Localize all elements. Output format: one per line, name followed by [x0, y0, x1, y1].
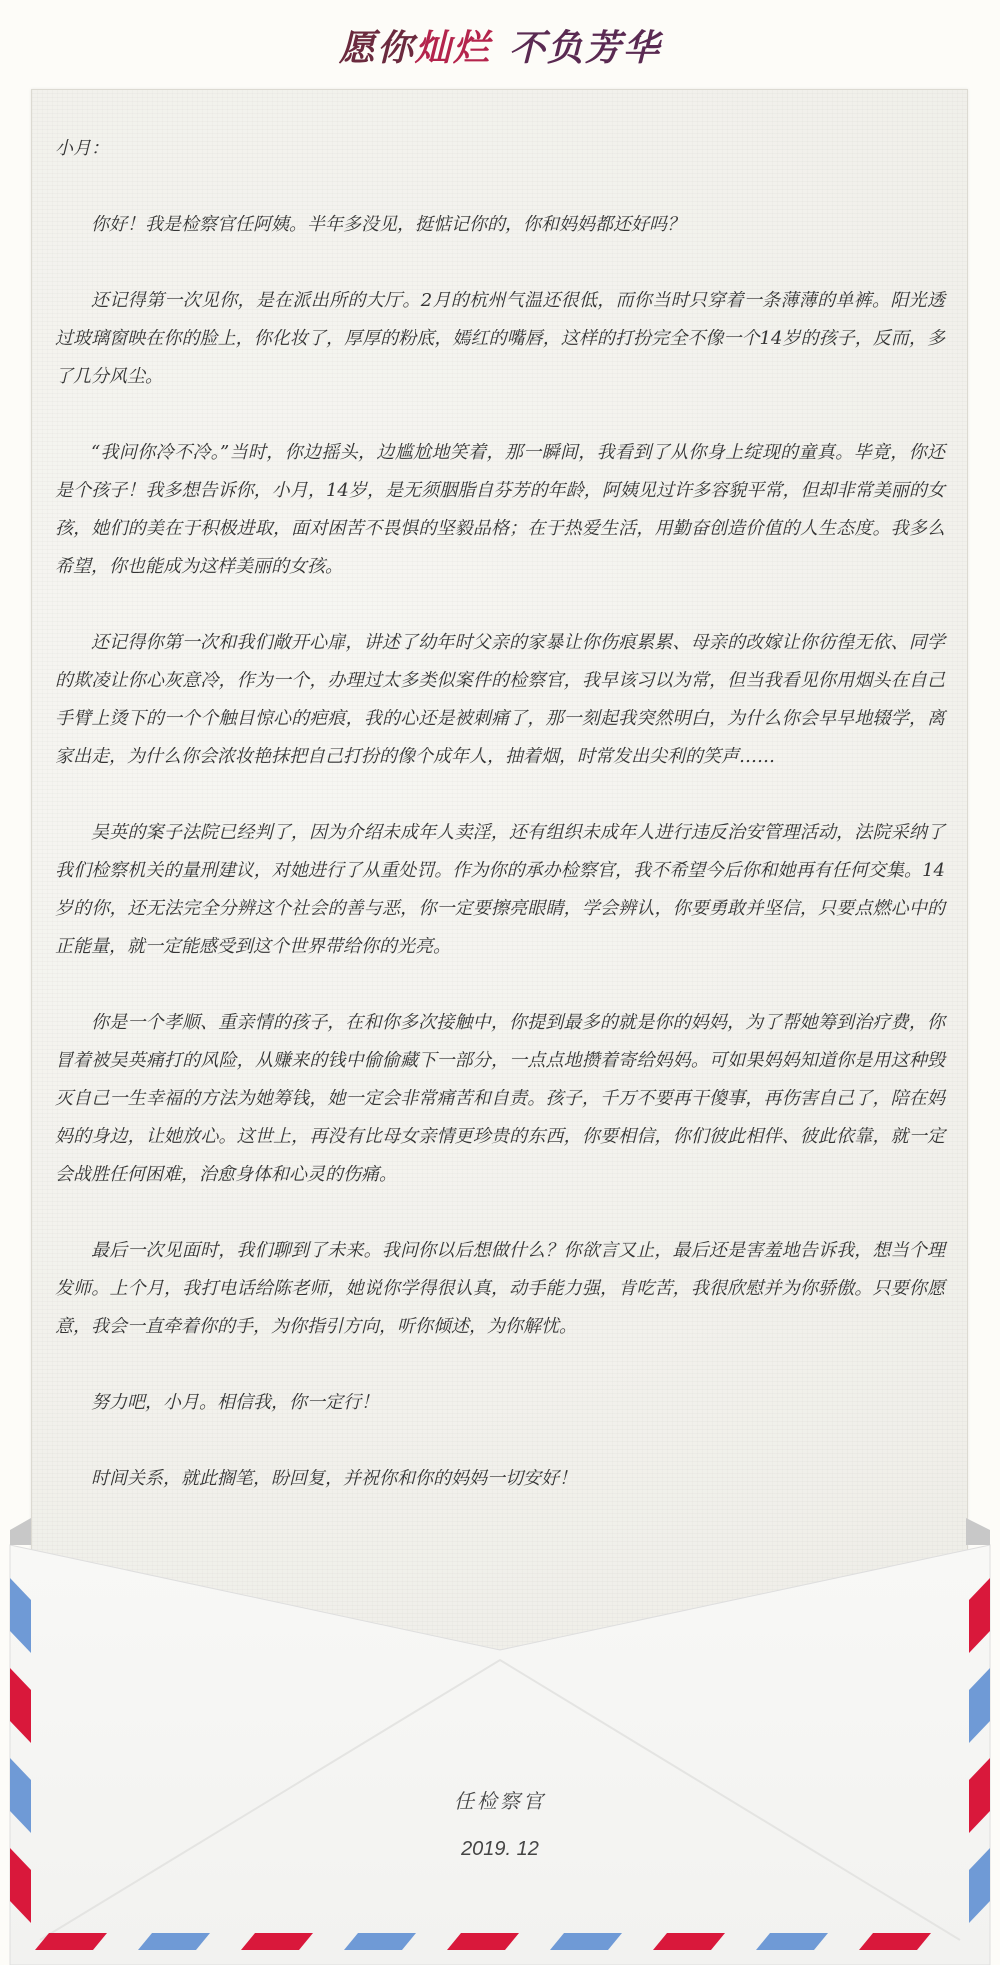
letter-paragraph: “我问你冷不冷。”当时，你边摇头，边尴尬地笑着，那一瞬间，我看到了从你身上绽现的童真。毕竟，你还是个孩子！我多想告诉你，小月，14岁，是无须胭脂自芬芳的年龄，阿姨见过许多容貌平常，但却非常美丽的女孩，她们的美在于积极进取，面对困苦不畏惧的坚毅品格；在于热爱生活，用勤奋创造价值的人生态度。我多么希望，你也能成为这样美丽的女孩。	[55, 442, 945, 577]
letter-paragraph: 还记得第一次见你，是在派出所的大厅。2月的杭州气温还很低，而你当时只穿着一条薄薄的单裤。阳光透过玻璃窗映在你的脸上，你化妆了，厚厚的粉底，嫣红的嘴唇，这样的打扮完全不像一个14岁的孩子，反而，多了几分风尘。	[55, 290, 945, 387]
letter-paragraph: 时间关系，就此搁笔，盼回复，并祝你和你的妈妈一切安好！	[91, 1468, 577, 1489]
title-part-2: 灿烂	[414, 27, 491, 69]
letter-paragraph: 最后一次见面时，我们聊到了未来。我问你以后想做什么？你欲言又止，最后还是害羞地告诉我，想当个理发师。上个月，我打电话给陈老师，她说你学得很认真，动手能力强，肯吃苦，我很欣慰并为你骄傲。只要你愿意，我会一直牵着你的手，为你指引方向，听你倾述，为你解忧。	[55, 1240, 945, 1337]
signature-name: 任检察官	[454, 1789, 546, 1813]
letter-paragraph: 吴英的案子法院已经判了，因为介绍未成年人卖淫，还有组织未成年人进行违反治安管理活动，法院采纳了我们检察机关的量刑建议，对她进行了从重处罚。作为你的承办检察官，我不希望今后你和她再有任何交集。14岁的你，还无法完全分辨这个社会的善与恶，你一定要擦亮眼睛，学会辨认，你要勇敢并坚信，只要点燃心中的正能量，就一定能感受到这个世界带给你的光亮。	[55, 822, 945, 957]
title-part-3: 不负芳华	[509, 27, 662, 69]
signature-date: 2019. 12	[461, 1838, 539, 1860]
letter-paragraph: 你是一个孝顺、重亲情的孩子，在和你多次接触中，你提到最多的就是你的妈妈，为了帮她筹到治疗费，你冒着被吴英痛打的风险，从赚来的钱中偷偷藏下一部分，一点点地攒着寄给妈妈。可如果妈妈知道你是用这种毁灭自己一生幸福的方法为她筹钱，她一定会非常痛苦和自责。孩子，千万不要再干傻事，再伤害自己了，陪在妈妈的身边，让她放心。这世上，再没有比母女亲情更珍贵的东西，你要相信，你们彼此相伴、彼此依靠，就一定会战胜任何困难，治愈身体和心灵的伤痛。	[55, 1012, 945, 1185]
envelope-right-tab	[966, 1518, 990, 1545]
page-title	[0, 22, 1000, 74]
letter-body	[55, 130, 945, 1536]
letter-salutation: 小月：	[55, 138, 109, 159]
envelope-left-tab	[10, 1518, 31, 1545]
letter-paragraph: 还记得你第一次和我们敞开心扉，讲述了幼年时父亲的家暴让你伤痕累累、母亲的改嫁让你彷徨无依、同学的欺凌让你心灰意冷，作为一个，办理过太多类似案件的检察官，我早该习以为常，但当我看见你用烟头在自己手臂上烫下的一个个触目惊心的疤痕，我的心还是被刺痛了，那一刻起我突然明白，为什么你会早早地辍学，离家出走，为什么你会浓妆艳抹把自己打扮的像个成年人，抽着烟，时常发出尖利的笑声……	[55, 632, 945, 767]
title-part-1: 愿你	[338, 27, 415, 69]
letter-paragraph: 努力吧，小月。相信我，你一定行！	[91, 1392, 379, 1413]
letter-paragraph: 你好！我是检察官任阿姨。半年多没见，挺惦记你的，你和妈妈都还好吗？	[91, 214, 685, 235]
